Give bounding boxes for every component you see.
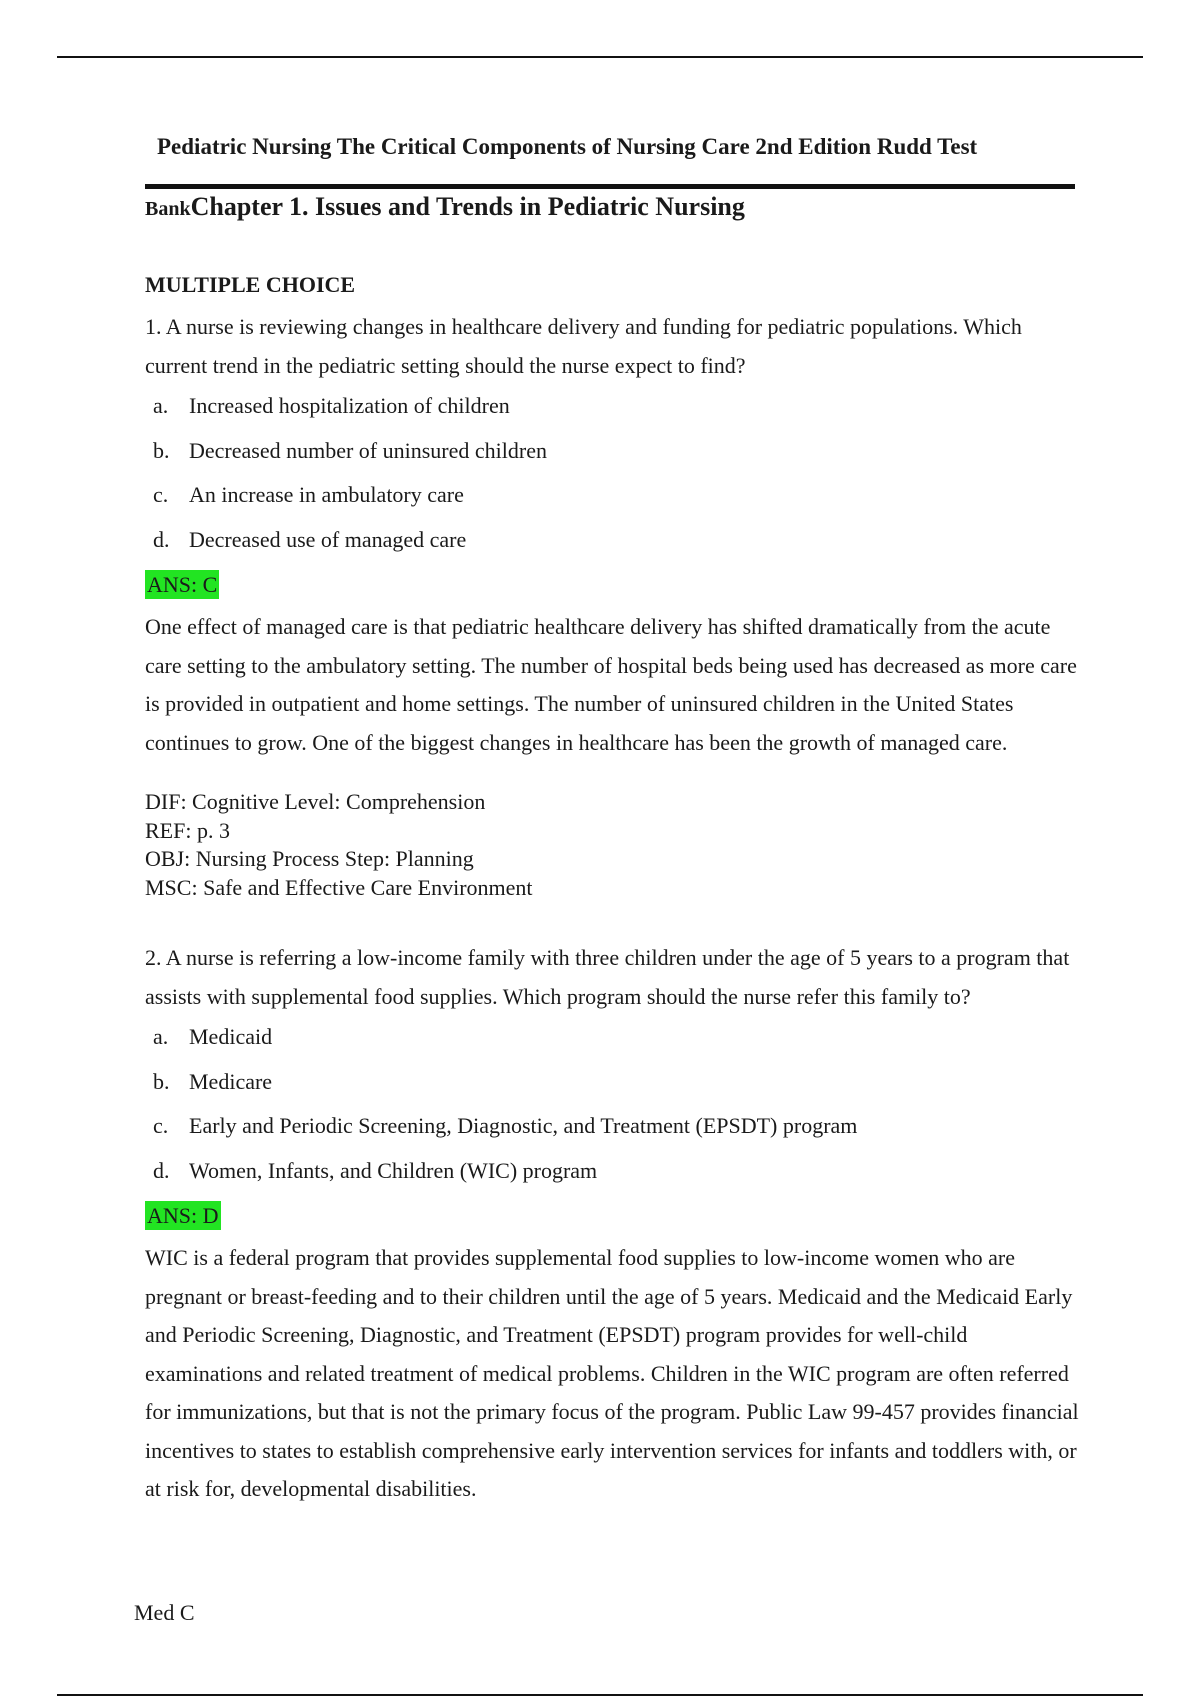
option-a xyxy=(145,391,1085,436)
option-letter: a. xyxy=(153,393,169,418)
question-2 xyxy=(145,938,1085,1509)
option-b xyxy=(145,1067,1085,1112)
option-text: Women, Infants, and Children (WIC) program xyxy=(189,1157,598,1183)
top-rule xyxy=(57,56,1143,58)
title-underline xyxy=(145,184,1075,189)
answer-badge: ANS: D xyxy=(147,1203,219,1228)
answer-badge: ANS: C xyxy=(147,572,218,597)
option-letter: b. xyxy=(153,437,170,463)
document-title: Pediatric Nursing The Critical Components of Nursing Care 2nd Edition Rudd Test xyxy=(157,134,978,159)
question-stem: 2. A nurse is referring a low-income family with three children under the age of 5 years to a program that assists with supplemental food supplies. Which program should the nurse refer this family to? xyxy=(145,945,1070,1009)
msc-line: MSC: Safe and Effective Care Environment xyxy=(145,874,533,900)
question-1 xyxy=(145,307,1085,902)
option-letter: c. xyxy=(153,482,169,507)
option-b xyxy=(145,436,1085,481)
option-letter: a. xyxy=(153,1024,169,1049)
option-letter: c. xyxy=(153,1113,169,1138)
footer-note: Med C xyxy=(134,1600,195,1625)
option-letter: b. xyxy=(153,1068,170,1094)
question-content xyxy=(145,272,1085,1509)
reference-line: REF: p. 3 xyxy=(145,817,230,843)
option-text: Decreased number of uninsured children xyxy=(189,437,547,463)
rationale-text: One effect of managed care is that pediatric healthcare delivery has shifted dramatically from the acute care setting to the ambulatory setting. The number of hospital beds being used has decreased as more care is provided in outpatient and home settings. The number of uninsured children in the United States continues to grow. One of the biggest changes in healthcare has been the growth of managed care. xyxy=(145,614,1077,755)
rationale-text: WIC is a federal program that provides supplemental food supplies to low-income women who are pregnant or breast-feeding and to their children until the age of 5 years. Medicaid and the Medicaid Early and Periodic Screening, Diagnostic, and Treatment (EPSDT) program provides for well-child examinations and related treatment of medical problems. Children in the WIC program are often referred for immunizations, but that is not the primary focus of the program. Public Law 99-457 provides financial incentives to states to establish comprehensive early intervention services for infants and toddlers with, or at risk for, developmental disabilities. xyxy=(145,1245,1079,1501)
bottom-rule xyxy=(57,1694,1143,1696)
option-text: Increased hospitalization of children xyxy=(189,393,510,418)
option-text: Medicaid xyxy=(189,1024,273,1049)
option-letter: d. xyxy=(153,1157,170,1183)
objective-line: OBJ: Nursing Process Step: Planning xyxy=(145,846,474,871)
option-text: Medicare xyxy=(189,1068,273,1094)
option-list xyxy=(145,391,1085,569)
option-text: An increase in ambulatory care xyxy=(189,482,464,507)
option-list xyxy=(145,1022,1085,1200)
option-c xyxy=(145,480,1085,525)
option-c xyxy=(145,1111,1085,1156)
option-text: Early and Periodic Screening, Diagnostic, and Treatment (EPSDT) program xyxy=(189,1113,858,1138)
section-title: MULTIPLE CHOICE xyxy=(145,272,356,297)
option-d xyxy=(145,1156,1085,1201)
option-text: Decreased use of managed care xyxy=(189,526,467,552)
bank-text: Bank xyxy=(145,198,191,220)
option-d xyxy=(145,525,1085,570)
difficulty-line: DIF: Cognitive Level: Comprehension xyxy=(145,789,486,814)
chapter-title: Chapter 1. Issues and Trends in Pediatric Nursing xyxy=(190,192,745,221)
option-a xyxy=(145,1022,1085,1067)
option-letter: d. xyxy=(153,526,170,552)
chapter-heading xyxy=(145,192,745,222)
question-stem: 1. A nurse is reviewing changes in healthcare delivery and funding for pediatric populations. Which current trend in the pediatric setting should the nurse expect to find? xyxy=(145,314,1022,378)
question-metadata xyxy=(145,788,1085,902)
